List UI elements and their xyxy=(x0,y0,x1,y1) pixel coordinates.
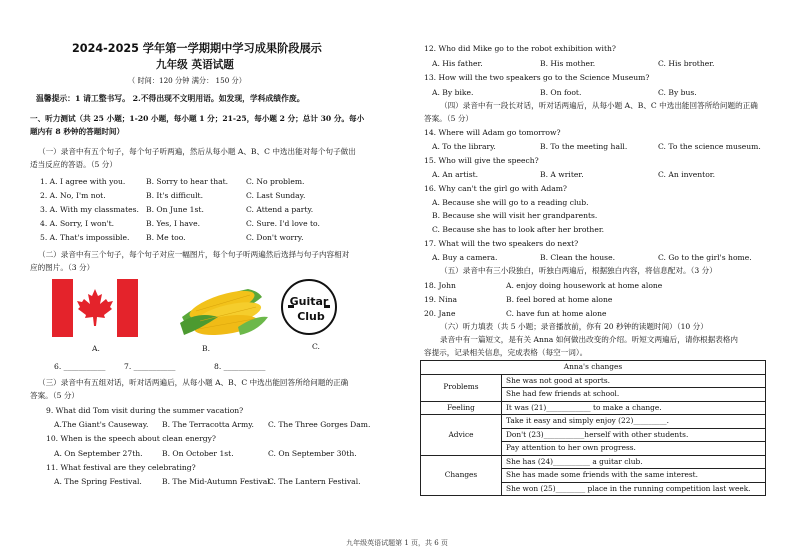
q19-name: 19. Nina xyxy=(424,295,457,304)
advice-row-3: Pay attention to her own progress. xyxy=(502,442,766,456)
q12-opt-b: B. His mother. xyxy=(540,59,596,68)
q9-text: 9. What did Tom visit during the summer vacation? xyxy=(46,406,244,415)
q15-opt-c: C. An inventor. xyxy=(658,170,715,179)
q12-opt-c: C. His brother. xyxy=(658,59,715,68)
time-score: （ 时间：120 分钟 满分： 150 分） xyxy=(128,76,246,85)
table-title: Anna's changes xyxy=(421,361,766,375)
changes-row-3[interactable]: She won (25)________ place in the running competition last week. xyxy=(502,482,766,496)
q1-a: 1. A. I agree with you. xyxy=(40,177,126,186)
q11-opt-b: B. The Mid-Autumn Festival. xyxy=(162,477,273,486)
q12-opt-a: A. His father. xyxy=(432,59,483,68)
q16-opt-b: B. Because she will visit her grandparents. xyxy=(432,211,598,220)
q9-opt-b: B. The Terracotta Army. xyxy=(162,420,254,429)
q2-a: 2. A. No, I'm not. xyxy=(40,191,106,200)
q10-opt-a: A. On September 27th. xyxy=(54,449,143,458)
page-footer: 九年级英语试题第 1 页，共 6 页 xyxy=(346,539,448,547)
section1-heading-1: 一、听力测试（共 25 小题；1-20 小题，每小题 1 分；21-25，每小题 2 分；总计 30 分。每小 xyxy=(30,114,365,123)
part3-instruction-1: （三）录音中有五组对话，听对话两遍后，从每小题 A、B、C 中选出能回答所给问题的正确 xyxy=(38,378,349,387)
problems-row-2: She had few friends at school. xyxy=(502,388,766,402)
q10-opt-c: C. On September 30th. xyxy=(268,449,357,458)
q2-b: B. It's difficult. xyxy=(146,191,204,200)
warm-tip: 温馨提示：1 请工整书写。 2.不得出现不文明用语。如发现，学科成绩作废。 xyxy=(36,94,305,103)
section1-heading-2: 题内有 8 秒钟的答题时间） xyxy=(30,127,125,136)
q11-opt-a: A. The Spring Festival. xyxy=(54,477,142,486)
q13-opt-a: A. By bike. xyxy=(432,88,474,97)
part6-instruction-2: 录音中有一篇短文，是有关 Anna 如何做出改变的介绍。听短文两遍后，请你根据表格内 xyxy=(440,335,738,344)
feeling-label: Feeling xyxy=(421,401,502,415)
guitar-logo-text-2: Club xyxy=(297,310,325,323)
q12-text: 12. Who did Mike go to the robot exhibition with? xyxy=(424,44,616,53)
part2-instruction-1: （二）录音中有三个句子，每个句子对应一幅图片，每个句子听两遍然后选择与句子内容相对 xyxy=(38,250,350,259)
q14-opt-b: B. To the meeting hall. xyxy=(540,142,628,151)
q4-c: C. Sure. I'd love to. xyxy=(246,219,320,228)
part1-instruction-2: 适当反应的答语。（5 分） xyxy=(30,160,117,169)
q14-text: 14. Where will Adam go tomorrow? xyxy=(424,128,561,137)
advice-row-2[interactable]: Don't (23)___________herself with other students. xyxy=(502,428,766,442)
exam-subtitle: 九年级 英语试题 xyxy=(156,59,234,71)
q5-c: C. Don't worry. xyxy=(246,233,304,242)
q10-text: 10. When is the speech about clean energy? xyxy=(46,434,216,443)
changes-label: Changes xyxy=(421,455,502,496)
problems-row-1: She was not good at sports. xyxy=(502,374,766,388)
q18-name: 18. John xyxy=(424,281,456,290)
q16-text: 16. Why can't the girl go with Adam? xyxy=(424,184,568,193)
changes-row-1[interactable]: She has (24)__________ a guitar club. xyxy=(502,455,766,469)
part4-instruction-2: 答案。（5 分） xyxy=(424,114,474,123)
q17-text: 17. What will the two speakers do next? xyxy=(424,239,579,248)
guitar-logo-text-1: Guitar xyxy=(289,295,329,308)
part3-instruction-2: 答案。（5 分） xyxy=(30,391,80,400)
q5-b: B. Me too. xyxy=(146,233,186,242)
q16-opt-a: A. Because she will go to a reading club. xyxy=(432,198,589,207)
q17-opt-c: C. Go to the girl's home. xyxy=(658,253,752,262)
part1-instruction-1: （一）录音中有五个句子，每个句子听两遍，然后从每小题 A、B、C 中选出能对每个句子做出 xyxy=(38,147,356,156)
anna-changes-table xyxy=(420,360,766,496)
q18-option: A. enjoy doing housework at home alone xyxy=(506,281,663,290)
q9-opt-a: A.The Giant's Causeway. xyxy=(54,420,149,429)
advice-row-1[interactable]: Take it easy and simply enjoy (22)_________. xyxy=(502,415,766,429)
q11-text: 11. What festival are they celebrating? xyxy=(46,463,196,472)
q13-text: 13. How will the two speakers go to the Science Museum? xyxy=(424,73,650,82)
blank-7[interactable]: 7. ___________ xyxy=(124,362,176,371)
q17-opt-a: A. Buy a camera. xyxy=(432,253,498,262)
q16-opt-c: C. Because she has to look after her brother. xyxy=(432,225,605,234)
q3-a: 3. A. With my classmates. xyxy=(40,205,139,214)
q13-opt-c: C. By bus. xyxy=(658,88,697,97)
pic-label-b: B. xyxy=(202,344,210,353)
q14-opt-a: A. To the library. xyxy=(432,142,496,151)
changes-row-2: She has made some friends with the same interest. xyxy=(502,469,766,483)
q20-name: 20. Jane xyxy=(424,309,456,318)
q14-opt-c: C. To the science museum. xyxy=(658,142,761,151)
q4-a: 4. A. Sorry, I won't. xyxy=(40,219,115,228)
canada-flag-image xyxy=(52,279,138,337)
q15-opt-b: B. A writer. xyxy=(540,170,584,179)
q13-opt-b: B. On foot. xyxy=(540,88,582,97)
q5-a: 5. A. That's impossible. xyxy=(40,233,130,242)
part6-instruction-1: （六）听力填表（共 5 小题；录音播放前，你有 20 秒钟的读题时间）（10 分） xyxy=(440,322,708,331)
problems-label: Problems xyxy=(421,374,502,401)
feeling-row[interactable]: It was (21)____________ to make a change. xyxy=(502,401,766,415)
q20-option: C. have fun at home alone xyxy=(506,309,607,318)
q15-text: 15. Who will give the speech? xyxy=(424,156,539,165)
blank-6[interactable]: 6. ___________ xyxy=(54,362,106,371)
q19-option: B. feel bored at home alone xyxy=(506,295,613,304)
q4-b: B. Yes, I have. xyxy=(146,219,201,228)
q11-opt-c: C. The Lantern Festival. xyxy=(268,477,361,486)
part6-instruction-3: 容提示，记录相关信息，完成表格（每空一词）。 xyxy=(424,348,588,357)
q3-c: C. Attend a party. xyxy=(246,205,314,214)
part5-instruction: （五）录音中有三小段独白，听独白两遍后，根据独白内容，将信息配对。（3 分） xyxy=(440,266,717,275)
q1-b: B. Sorry to hear that. xyxy=(146,177,229,186)
q17-opt-b: B. Clean the house. xyxy=(540,253,615,262)
guitar-club-logo-image xyxy=(280,278,338,336)
advice-label: Advice xyxy=(421,415,502,456)
q2-c: C. Last Sunday. xyxy=(246,191,306,200)
exam-title: 2024-2025 学年第一学期期中学习成果阶段展示 xyxy=(72,42,322,55)
pic-label-a: A. xyxy=(92,344,100,353)
part4-instruction-1: （四）录音中有一段长对话，听对话两遍后，从每小题 A、B、C 中选出能回答所给问题的正确 xyxy=(440,101,758,110)
blank-8[interactable]: 8. ___________ xyxy=(214,362,266,371)
pic-label-c: C. xyxy=(312,342,320,351)
q15-opt-a: A. An artist. xyxy=(432,170,479,179)
part2-instruction-2: 应的图片。（3 分） xyxy=(30,263,95,272)
q9-opt-c: C. The Three Gorges Dam. xyxy=(268,420,371,429)
q10-opt-b: B. On October 1st. xyxy=(162,449,234,458)
q1-c: C. No problem. xyxy=(246,177,305,186)
corn-image xyxy=(178,277,270,339)
q3-b: B. On June 1st. xyxy=(146,205,204,214)
